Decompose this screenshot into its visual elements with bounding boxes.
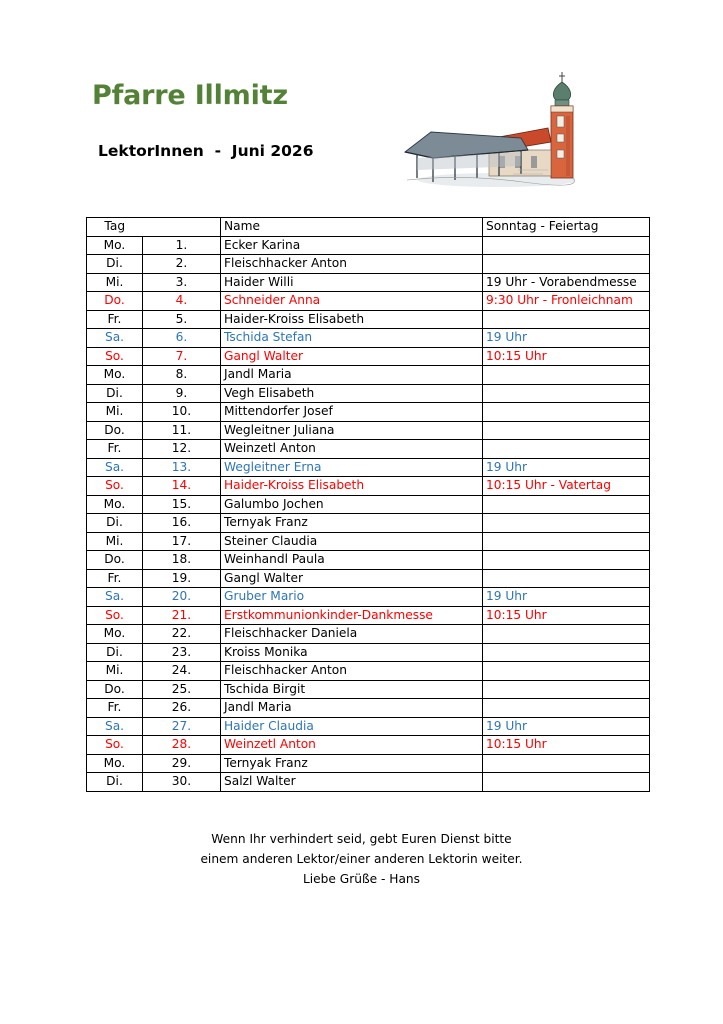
table-row [87, 477, 650, 496]
date-cell: 5. [143, 310, 221, 329]
table-row [87, 421, 650, 440]
day-cell: Di. [87, 255, 143, 274]
name-cell: Haider-Kroiss Elisabeth [221, 310, 483, 329]
note-cell: 19 Uhr [483, 329, 650, 348]
day-cell: Fr. [87, 440, 143, 459]
name-cell: Tschida Stefan [221, 329, 483, 348]
date-cell: 21. [143, 606, 221, 625]
table-row [87, 662, 650, 681]
table-row [87, 347, 650, 366]
note-cell [483, 569, 650, 588]
day-cell: Mi. [87, 403, 143, 422]
name-cell: Salzl Walter [221, 773, 483, 792]
date-cell: 6. [143, 329, 221, 348]
note-cell [483, 551, 650, 570]
note-cell [483, 680, 650, 699]
note-cell [483, 421, 650, 440]
day-cell: Mo. [87, 366, 143, 385]
table-row [87, 680, 650, 699]
header-tag-spacer [143, 218, 221, 237]
name-cell: Wegleitner Juliana [221, 421, 483, 440]
date-cell: 8. [143, 366, 221, 385]
name-cell: Haider Claudia [221, 717, 483, 736]
day-cell: Di. [87, 384, 143, 403]
name-cell: Fleischhacker Anton [221, 255, 483, 274]
table-row [87, 773, 650, 792]
day-cell: So. [87, 606, 143, 625]
footer-line-2: einem anderen Lektor/einer anderen Lektorin weiter. [200, 852, 523, 866]
table-row [87, 440, 650, 459]
date-cell: 2. [143, 255, 221, 274]
header-name: Name [221, 218, 483, 237]
note-cell [483, 495, 650, 514]
day-cell: Mo. [87, 625, 143, 644]
note-cell [483, 754, 650, 773]
day-cell: Mo. [87, 495, 143, 514]
table-row [87, 514, 650, 533]
date-cell: 28. [143, 736, 221, 755]
date-cell: 24. [143, 662, 221, 681]
header-tag: Tag [87, 218, 143, 237]
name-cell: Ternyak Franz [221, 754, 483, 773]
date-cell: 9. [143, 384, 221, 403]
day-cell: Di. [87, 643, 143, 662]
name-cell: Ecker Karina [221, 236, 483, 255]
note-cell [483, 514, 650, 533]
table-row [87, 403, 650, 422]
page-subtitle: LektorInnen - Juni 2026 [98, 142, 314, 160]
note-cell [483, 532, 650, 551]
name-cell: Steiner Claudia [221, 532, 483, 551]
note-cell: 9:30 Uhr - Fronleichnam [483, 292, 650, 311]
table-row [87, 273, 650, 292]
name-cell: Weinzetl Anton [221, 736, 483, 755]
day-cell: Sa. [87, 588, 143, 607]
note-cell: 10:15 Uhr [483, 606, 650, 625]
name-cell: Gangl Walter [221, 347, 483, 366]
note-cell [483, 236, 650, 255]
footer-line-1: Wenn Ihr verhindert seid, gebt Euren Dienst bitte [211, 832, 512, 846]
page-title: Pfarre Illmitz [92, 80, 288, 111]
date-cell: 19. [143, 569, 221, 588]
date-cell: 16. [143, 514, 221, 533]
note-cell: 19 Uhr [483, 588, 650, 607]
note-cell [483, 310, 650, 329]
date-cell: 10. [143, 403, 221, 422]
table-row [87, 292, 650, 311]
date-cell: 1. [143, 236, 221, 255]
table-row [87, 717, 650, 736]
table-row [87, 236, 650, 255]
header-note: Sonntag - Feiertag [483, 218, 650, 237]
name-cell: Fleischhacker Daniela [221, 625, 483, 644]
note-cell [483, 440, 650, 459]
name-cell: Galumbo Jochen [221, 495, 483, 514]
day-cell: Mi. [87, 532, 143, 551]
table-row [87, 606, 650, 625]
day-cell: Mi. [87, 662, 143, 681]
name-cell: Jandl Maria [221, 699, 483, 718]
name-cell: Ternyak Franz [221, 514, 483, 533]
name-cell: Haider Willi [221, 273, 483, 292]
date-cell: 4. [143, 292, 221, 311]
day-cell: Do. [87, 680, 143, 699]
table-row [87, 366, 650, 385]
footer-signature: Liebe Grüße - Hans [303, 872, 420, 886]
table-row [87, 310, 650, 329]
date-cell: 7. [143, 347, 221, 366]
day-cell: Fr. [87, 310, 143, 329]
table-row [87, 551, 650, 570]
name-cell: Wegleitner Erna [221, 458, 483, 477]
day-cell: Do. [87, 421, 143, 440]
note-cell [483, 403, 650, 422]
note-cell: 10:15 Uhr - Vatertag [483, 477, 650, 496]
note-cell [483, 384, 650, 403]
date-cell: 3. [143, 273, 221, 292]
date-cell: 25. [143, 680, 221, 699]
date-cell: 14. [143, 477, 221, 496]
lector-schedule-table [86, 217, 650, 792]
table-row [87, 329, 650, 348]
date-cell: 13. [143, 458, 221, 477]
name-cell: Gangl Walter [221, 569, 483, 588]
date-cell: 23. [143, 643, 221, 662]
name-cell: Mittendorfer Josef [221, 403, 483, 422]
date-cell: 22. [143, 625, 221, 644]
day-cell: Mi. [87, 273, 143, 292]
name-cell: Fleischhacker Anton [221, 662, 483, 681]
date-cell: 26. [143, 699, 221, 718]
date-cell: 17. [143, 532, 221, 551]
table-row [87, 736, 650, 755]
note-cell: 19 Uhr [483, 717, 650, 736]
name-cell: Vegh Elisabeth [221, 384, 483, 403]
date-cell: 18. [143, 551, 221, 570]
note-cell [483, 662, 650, 681]
date-cell: 29. [143, 754, 221, 773]
table-row [87, 588, 650, 607]
day-cell: Do. [87, 551, 143, 570]
note-cell: 19 Uhr - Vorabendmesse [483, 273, 650, 292]
table-row [87, 255, 650, 274]
name-cell: Tschida Birgit [221, 680, 483, 699]
name-cell: Weinzetl Anton [221, 440, 483, 459]
note-cell [483, 625, 650, 644]
day-cell: Sa. [87, 329, 143, 348]
date-cell: 27. [143, 717, 221, 736]
table-row [87, 643, 650, 662]
day-cell: Fr. [87, 699, 143, 718]
date-cell: 11. [143, 421, 221, 440]
date-cell: 30. [143, 773, 221, 792]
table-row [87, 495, 650, 514]
name-cell: Jandl Maria [221, 366, 483, 385]
name-cell: Gruber Mario [221, 588, 483, 607]
day-cell: Do. [87, 292, 143, 311]
day-cell: Mo. [87, 236, 143, 255]
church-illustration [403, 70, 575, 190]
note-cell: 10:15 Uhr [483, 736, 650, 755]
note-cell [483, 643, 650, 662]
table-row [87, 754, 650, 773]
table-row [87, 625, 650, 644]
table-header-row [87, 218, 650, 237]
name-cell: Haider-Kroiss Elisabeth [221, 477, 483, 496]
day-cell: So. [87, 736, 143, 755]
note-cell [483, 255, 650, 274]
day-cell: Fr. [87, 569, 143, 588]
table-row [87, 569, 650, 588]
note-cell: 19 Uhr [483, 458, 650, 477]
table-row [87, 699, 650, 718]
date-cell: 15. [143, 495, 221, 514]
day-cell: Sa. [87, 717, 143, 736]
note-cell: 10:15 Uhr [483, 347, 650, 366]
table-row [87, 532, 650, 551]
date-cell: 12. [143, 440, 221, 459]
note-cell [483, 366, 650, 385]
name-cell: Weinhandl Paula [221, 551, 483, 570]
day-cell: So. [87, 347, 143, 366]
day-cell: Mo. [87, 754, 143, 773]
day-cell: Di. [87, 773, 143, 792]
table-row [87, 384, 650, 403]
footer-note [0, 829, 723, 889]
name-cell: Erstkommunionkinder-Dankmesse [221, 606, 483, 625]
day-cell: Sa. [87, 458, 143, 477]
day-cell: So. [87, 477, 143, 496]
day-cell: Di. [87, 514, 143, 533]
note-cell [483, 699, 650, 718]
date-cell: 20. [143, 588, 221, 607]
note-cell [483, 773, 650, 792]
table-row [87, 458, 650, 477]
name-cell: Kroiss Monika [221, 643, 483, 662]
name-cell: Schneider Anna [221, 292, 483, 311]
